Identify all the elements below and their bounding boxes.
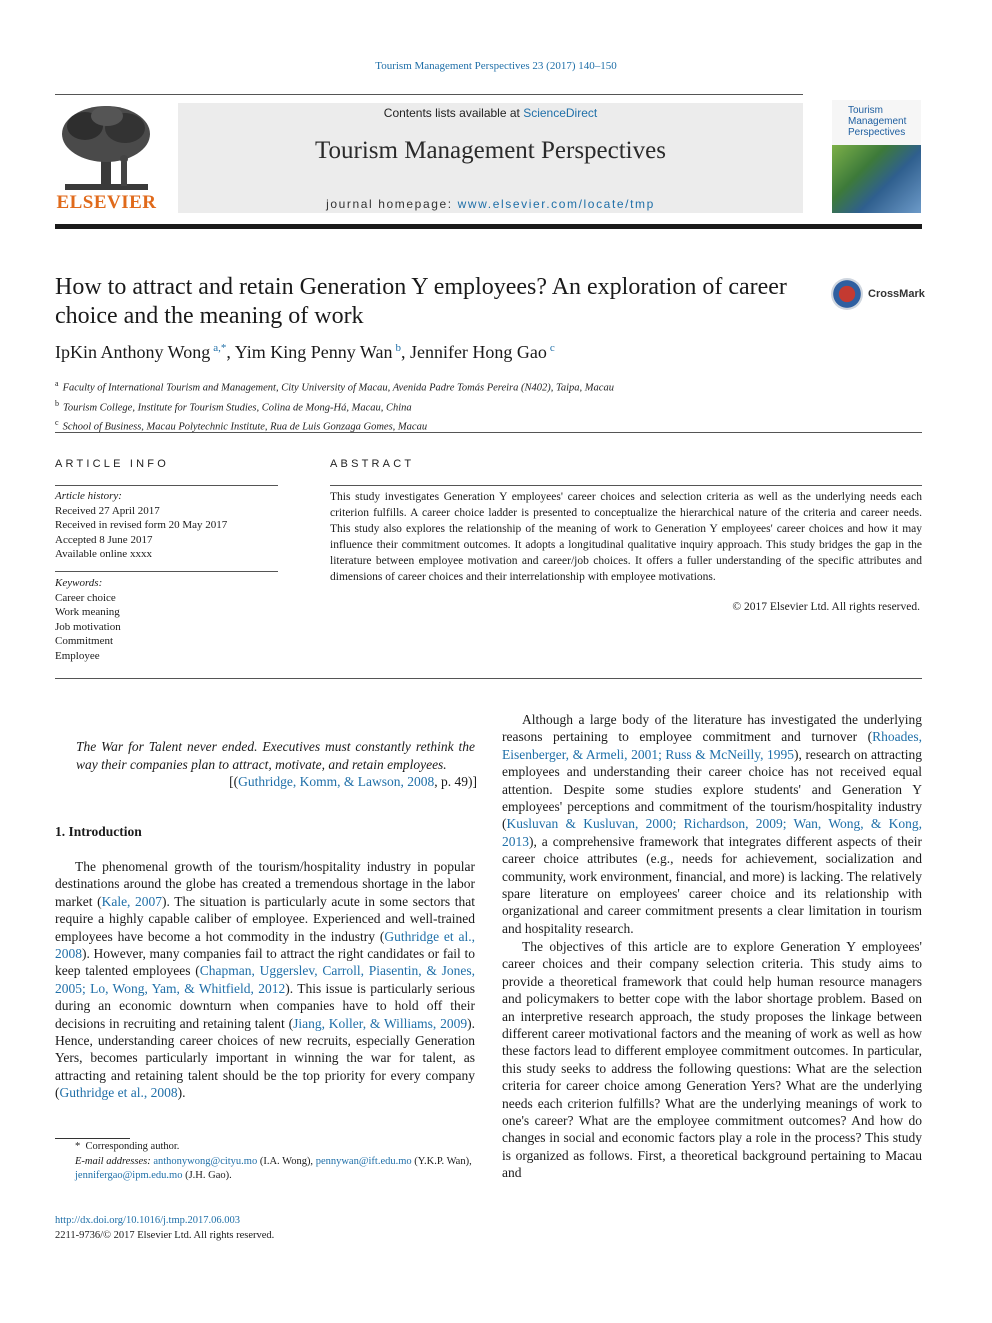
body-paragraph: The objectives of this article are to explore Generation Y employees' career choices and their company selection criteria. This study aims to provide a theoretical framework that could help human resource managers and policymakers to better cope with the labor shortage problem. Based on an interpretive research approach, the study proposes the linkage between different career motivational factors and the meaning of work as well as how these factors lead to different employee commitment outcomes. In particular, this study seeks to address the following questions: What are the selection criteria for career choice among Generation Yers? What are the underlying needs each criterion fulfills? What are the underlying meanings of work to one's career? What are the employee commitment outcomes? And how do changes in social and economic factors play a role in the process? This study is organized as follows. First, a theoretical background pertaining to Macau and (502, 939, 922, 1181)
author-separator: , (400, 342, 410, 362)
footnote-rule (55, 1138, 130, 1139)
contents-prefix: Contents lists available at (383, 106, 524, 120)
abstract-text: This study investigates Generation Y employees' career choices and selection criteria as well as the underlying needs each criterion fulfills. A career choice ladder is presented to conceptualize the hierarchical nature of the criteria and career needs. This study also explores the relationship of the meaning of work to Generation Y employees' career choices and how it may influence their commitment outcomes. It adopts a longitudinal qualitative inquiry approach. This study bridges the gap in the literature between employee motivation and career/job choices. It offers a fuller understanding of the specific attributes and dimensions of career choices and their interrelationship with employee motivations. (330, 491, 922, 583)
affiliation-list (55, 376, 614, 435)
paragraph-text: ), a comprehensive framework that integrates different aspects of their career choice attributes (e.g., needs for achievement, socialization and community, work environment, financial, and more) is lacking. The relatively spare literature on employees' career choice and its relationship with organizational and career commitment presents a clear limitation in tourism and hospitality research. (502, 833, 922, 936)
paragraph-text: ), research on attracting employees and understanding their career choice has not received equal attention. Despite some studies explore students' and Generation Y employees' perceptions and commitment of the tourism/hospitality industry ( (502, 746, 922, 832)
author-separator: , (226, 342, 235, 362)
homepage-link[interactable]: www.elsevier.com/locate/tmp (457, 197, 655, 211)
email-label: E-mail addresses: (75, 1155, 154, 1167)
reference-link[interactable]: Guthridge et al., 2008 (59, 1085, 178, 1101)
affiliation-text: Tourism College, Institute for Tourism Studies, Colina de Mong-Há, Macau, China (63, 402, 412, 413)
cover-title (848, 105, 920, 138)
abstract-rule (330, 485, 922, 486)
journal-title: Tourism Management Perspectives (315, 137, 666, 164)
issn-line: 2211-9736/© 2017 Elsevier Ltd. All rights reserved. (55, 1229, 275, 1241)
tree-icon (55, 104, 158, 192)
journal-cover[interactable] (832, 100, 921, 213)
epigraph: The War for Talent never ended. Executives must constantly rethink the way their companies plan to attract, motivate, and retain employees. (76, 739, 475, 772)
email-owner: (Y.K.P. Wan), (411, 1155, 472, 1167)
crossmark-label: CrossMark (868, 288, 925, 300)
keywords (55, 576, 121, 663)
reference-link[interactable]: Guthridge, Komm, & Lawson, 2008 (238, 774, 435, 789)
section-rule (55, 432, 922, 433)
footnotes (55, 1140, 485, 1184)
paragraph-text: ). However, many companies fail to attract the right candidates or fail to keep talented employees ( (55, 946, 475, 979)
keywords-rule (55, 571, 278, 572)
cite-text: [( (229, 774, 239, 789)
doi-link[interactable]: http://dx.doi.org/10.1016/j.tmp.2017.06.003 (55, 1215, 241, 1226)
keyword: Work meaning (55, 606, 120, 618)
corresponding-text: Corresponding author. (85, 1141, 180, 1152)
history-item: Received in revised form 20 May 2017 (55, 519, 228, 531)
affiliation-key: a (55, 379, 59, 388)
email-addresses (55, 1155, 485, 1184)
keyword: Job motivation (55, 620, 121, 633)
crossmark-button[interactable] (831, 278, 931, 312)
paragraph-text: ). (177, 1085, 186, 1101)
abstract-copyright: © 2017 Elsevier Ltd. All rights reserved. (732, 601, 920, 613)
header-thick-rule (55, 224, 922, 229)
email-link[interactable]: anthonywong@cityu.mo (153, 1155, 258, 1167)
body-paragraph (55, 858, 475, 1102)
journal-banner (178, 103, 803, 213)
author-affiliation-marker[interactable]: c (549, 342, 555, 354)
publisher-logo-text: ELSEVIER (56, 192, 157, 213)
email-owner: (I.A. Wong), (257, 1155, 316, 1167)
corresponding-author-note: * Corresponding author. (75, 1141, 180, 1152)
article-title: How to attract and retain Generation Y employees? An exploration of career choice and the meaning of work (55, 274, 787, 329)
paragraph-text: The phenomenal growth of the tourism/hospitality industry in popular destinations around the globe has created a tremendous shortage in the labor market ( (55, 859, 475, 909)
journal-homepage (178, 197, 803, 211)
reference-link[interactable]: Kale, 2007 (101, 893, 163, 909)
crossmark-icon (831, 278, 863, 310)
body-rule (55, 678, 922, 679)
author-list (55, 342, 555, 363)
keyword-items (55, 591, 121, 664)
history-label: Article history: (55, 490, 122, 502)
history-item: Available online xxxx (55, 548, 152, 560)
cover-title-line: Tourism (848, 105, 884, 116)
email-owner: (J.H. Gao). (182, 1170, 232, 1181)
paragraph-text: ). The situation is particularly acute in some sectors that require a highly capable caliber of employee. Experienced and well-trained employees have become a hot commodity in the industry ( (55, 893, 475, 944)
sciencedirect-link[interactable]: ScienceDirect (523, 106, 598, 120)
reference-link[interactable]: Jiang, Koller, & Williams, 2009 (293, 1015, 468, 1031)
author-affiliation-marker[interactable]: b (395, 342, 401, 354)
section-heading-introduction: 1. Introduction (55, 824, 142, 839)
author-name[interactable]: IpKin Anthony Wong (55, 342, 211, 362)
elsevier-logo[interactable] (55, 104, 158, 214)
history-item: Received 27 April 2017 (55, 504, 160, 517)
cover-title-line: Management (848, 116, 907, 127)
author-affiliation-marker[interactable]: a,* (213, 342, 227, 354)
history-items (55, 504, 227, 562)
journal-citation[interactable]: Tourism Management Perspectives 23 (2017) 140–150 (375, 60, 617, 72)
author-name[interactable]: Yim King Penny Wan (234, 342, 393, 362)
keyword: Career choice (55, 591, 116, 604)
reference-link[interactable]: Chapman, Uggerslev, Carroll, Piasentin, & Jones, 2005; Lo, Wong, Yam, & Whitfield, 2012 (55, 963, 475, 996)
reference-link[interactable]: Rhoades, Eisenberger, & Armeli, 2001; Russ & McNeilly, 1995 (502, 729, 922, 762)
author-name[interactable]: Jennifer Hong Gao (409, 342, 547, 362)
contents-line (178, 106, 803, 120)
email-link[interactable]: jennifergao@ipm.edu.mo (75, 1170, 183, 1181)
header-rule (55, 94, 803, 95)
affiliation (55, 396, 614, 416)
page-footer (55, 1214, 274, 1243)
paragraph-text: Although a large body of the literature has investigated the underlying reasons pertaining to employee commitment and turnover ( (502, 712, 922, 745)
article-info-heading: ARTICLE INFO (55, 458, 169, 470)
article-history (55, 489, 227, 562)
affiliation-text: School of Business, Macau Polytechnic Institute, Rua de Luis Gonzaga Gomes, Macau (62, 421, 428, 433)
paragraph-text: ). Hence, understanding career choices of new recruits, especially Generation Yers, becomes particularly important in winning the war for talent, as attracting and retaining talent should be the top priority for every company ( (55, 1015, 475, 1101)
epigraph-citation (76, 774, 477, 790)
affiliation-key: b (55, 398, 59, 408)
paragraph-text: ). This issue is particularly serious during an economic downturn when companies have to hold off their decisions in recruiting and retaining talent ( (55, 980, 475, 1031)
cover-image (832, 145, 921, 213)
body-paragraph (502, 711, 922, 937)
affiliation-key: c (55, 418, 59, 427)
email-link[interactable]: pennywan@ift.edu.mo (315, 1155, 412, 1167)
keyword: Employee (55, 649, 100, 662)
affiliation (55, 376, 614, 396)
reference-link[interactable]: Guthridge et al., 2008 (55, 928, 476, 962)
article-info-rule (55, 485, 278, 486)
abstract-heading: ABSTRACT (330, 458, 415, 470)
homepage-prefix: journal homepage: (326, 197, 458, 211)
affiliation-text: Faculty of International Tourism and Management, City University of Macau, Avenida Padre Tomás Pereira (N402), Taipa, Macau (62, 382, 614, 394)
keywords-label: Keywords: (55, 577, 103, 589)
cover-title-line: Perspectives (848, 127, 906, 138)
reference-link[interactable]: Kusluvan & Kusluvan, 2000; Richardson, 2009; Wan, Wong, & Kong, 2013 (502, 816, 922, 849)
history-item: Accepted 8 June 2017 (55, 533, 153, 546)
keyword: Commitment (55, 635, 114, 647)
cite-text: , p. 49)] (434, 774, 477, 789)
